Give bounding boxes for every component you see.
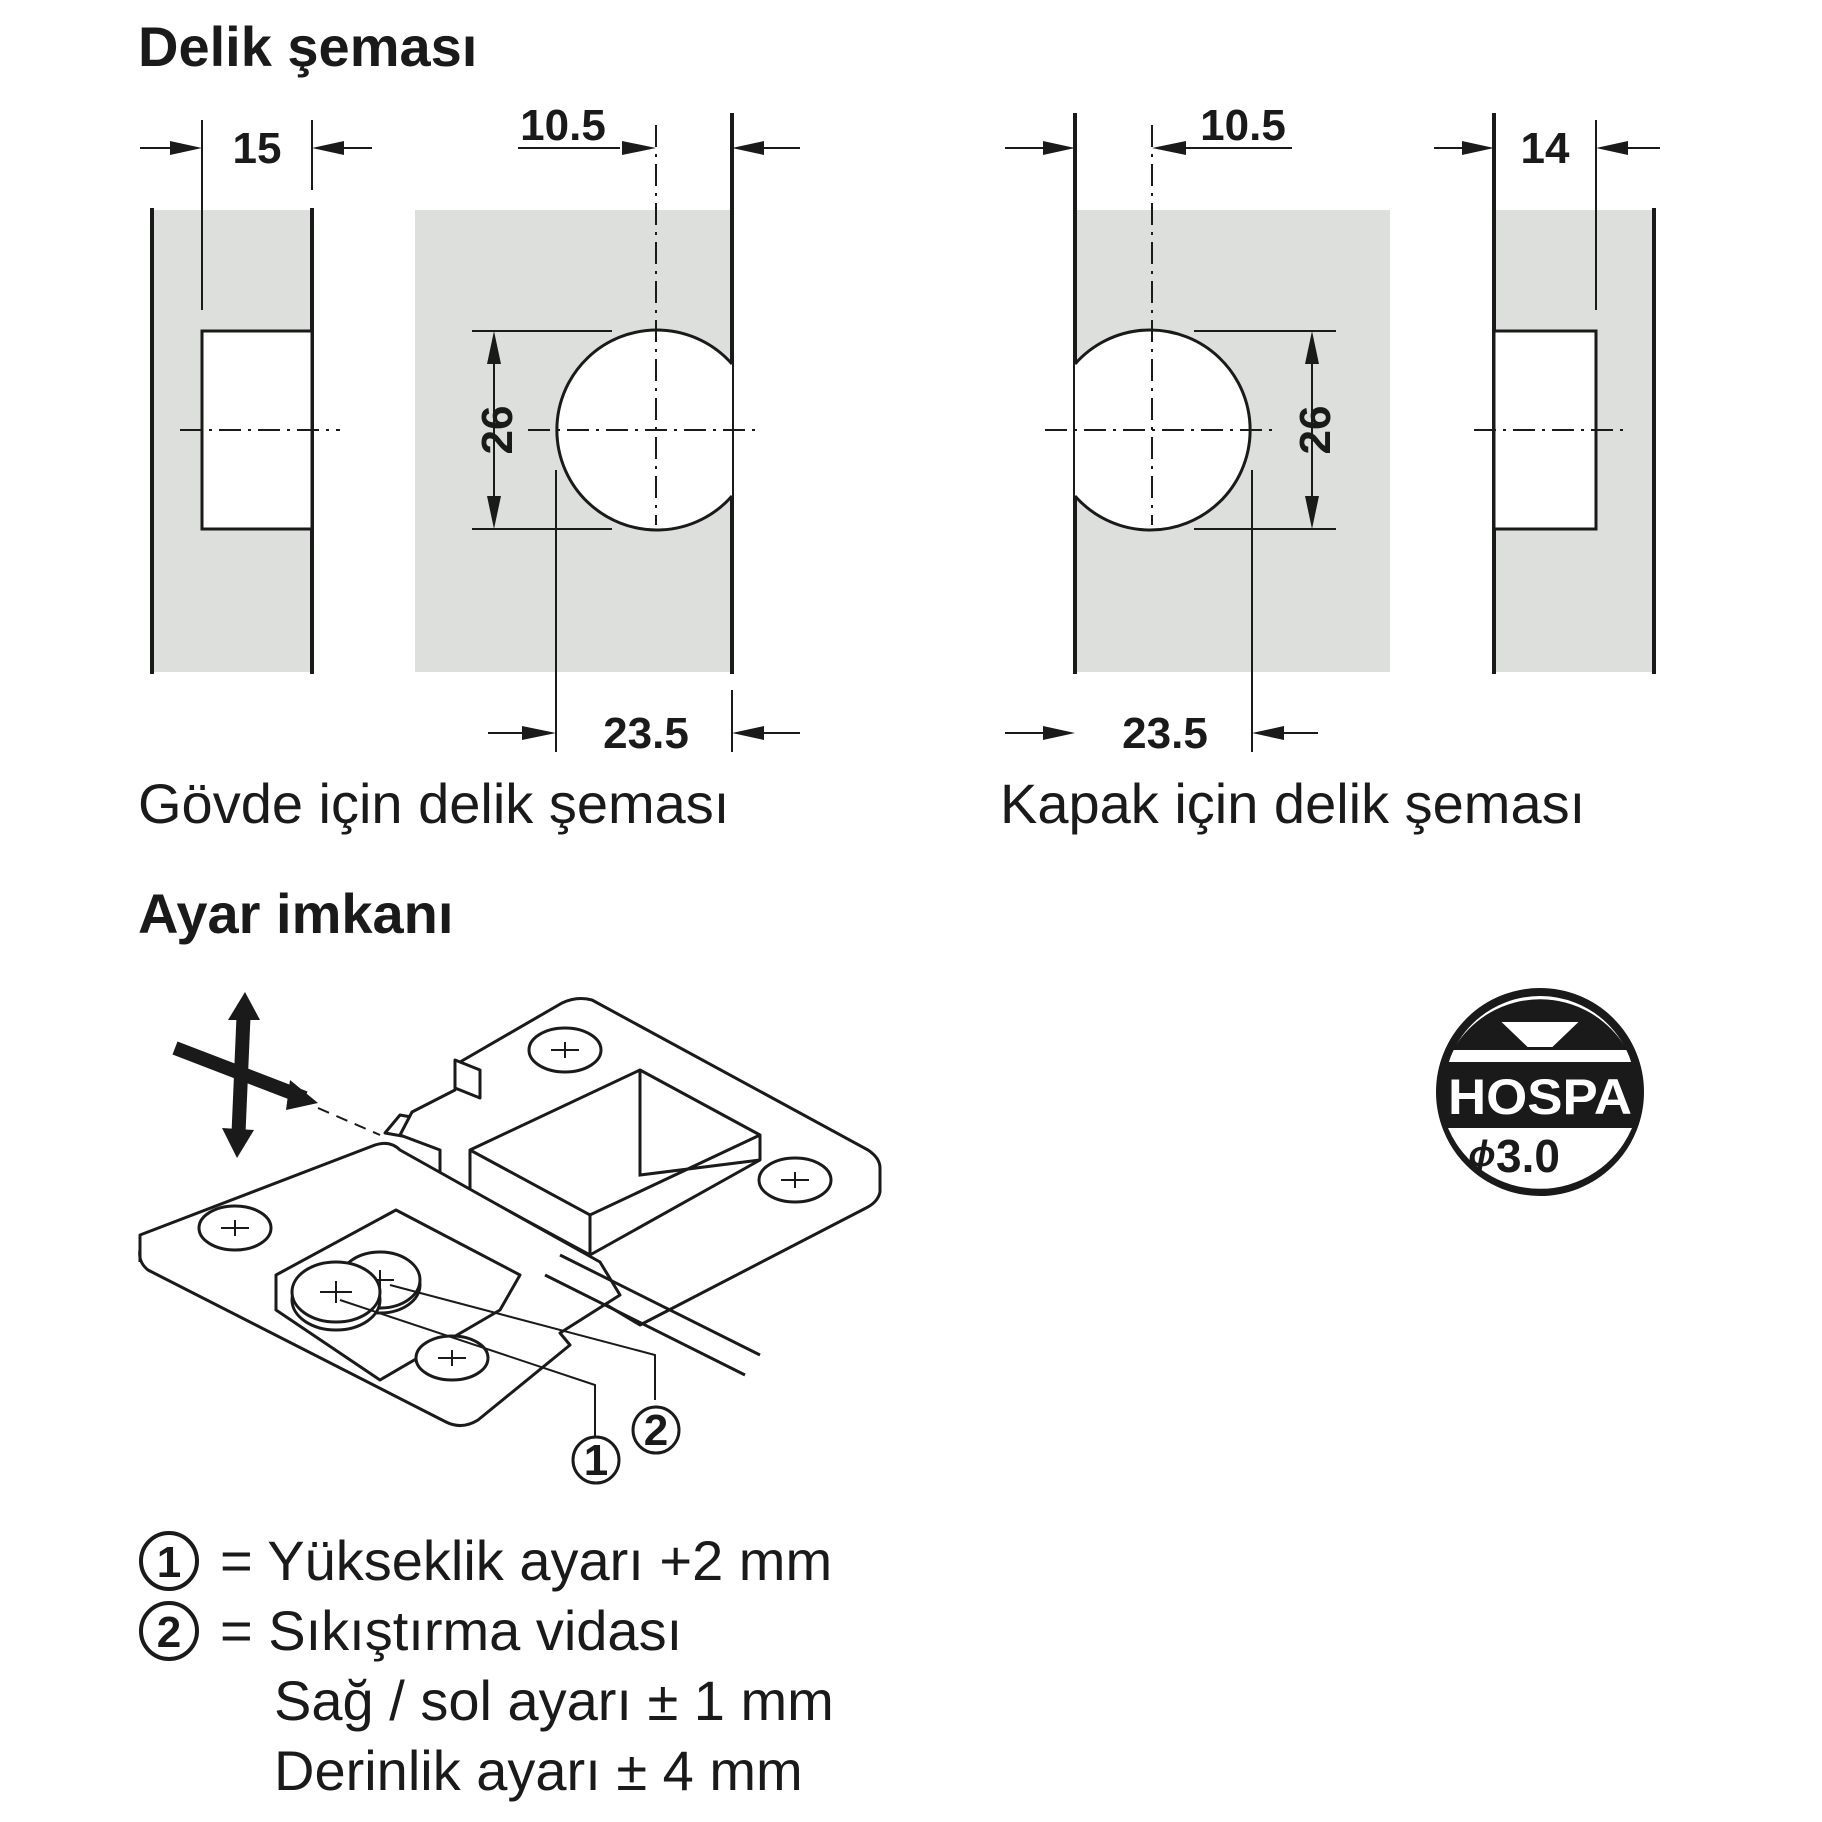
logo-brand-text: HOSPA xyxy=(1448,1069,1632,1125)
legend-item-1 xyxy=(141,1529,832,1592)
svg-text:1: 1 xyxy=(583,1436,609,1485)
adjustment-heading: Ayar imkanı xyxy=(138,882,454,945)
callout-2 xyxy=(633,1406,679,1455)
legend-item-2 xyxy=(141,1599,682,1662)
door-side-view xyxy=(1434,113,1660,674)
body-caption: Gövde için delik şeması xyxy=(138,772,730,835)
legend-text-2: = Sıkıştırma vidası xyxy=(220,1599,683,1662)
door-offset-label: 10.5 xyxy=(1200,101,1286,150)
drilling-heading: Delik şeması xyxy=(138,15,478,78)
body-depth-label: 15 xyxy=(232,124,282,173)
door-depth-label: 14 xyxy=(1520,124,1570,173)
body-front-view xyxy=(415,101,800,758)
body-cup-recess xyxy=(202,331,312,529)
door-front-view xyxy=(1005,101,1390,758)
logo-size-text: 3.0 xyxy=(1496,1130,1560,1182)
hospa-screw-logo xyxy=(1440,992,1640,1192)
body-distance-label: 23.5 xyxy=(603,709,689,758)
legend-line-depth: Derinlik ayarı ± 4 mm xyxy=(274,1739,803,1802)
legend-num-1: 1 xyxy=(156,1538,182,1587)
callout-1 xyxy=(573,1436,619,1485)
legend-text-1: = Yükseklik ayarı +2 mm xyxy=(220,1529,833,1592)
body-diameter-label: 26 xyxy=(473,405,522,455)
logo-diameter-symbol: ϕ xyxy=(1468,1133,1496,1174)
door-distance-label: 23.5 xyxy=(1122,709,1208,758)
door-caption: Kapak için delik şeması xyxy=(1000,772,1586,835)
body-offset-label: 10.5 xyxy=(520,101,606,150)
legend-num-2: 2 xyxy=(156,1608,182,1657)
svg-text:2: 2 xyxy=(643,1406,669,1455)
body-side-view xyxy=(140,120,372,674)
adjustment-direction-icon xyxy=(175,992,380,1158)
legend-line-lateral: Sağ / sol ayarı ± 1 mm xyxy=(274,1669,834,1732)
mounting-plate-illustration xyxy=(140,992,880,1440)
legend xyxy=(141,1529,834,1802)
door-diameter-label: 26 xyxy=(1291,405,1340,455)
